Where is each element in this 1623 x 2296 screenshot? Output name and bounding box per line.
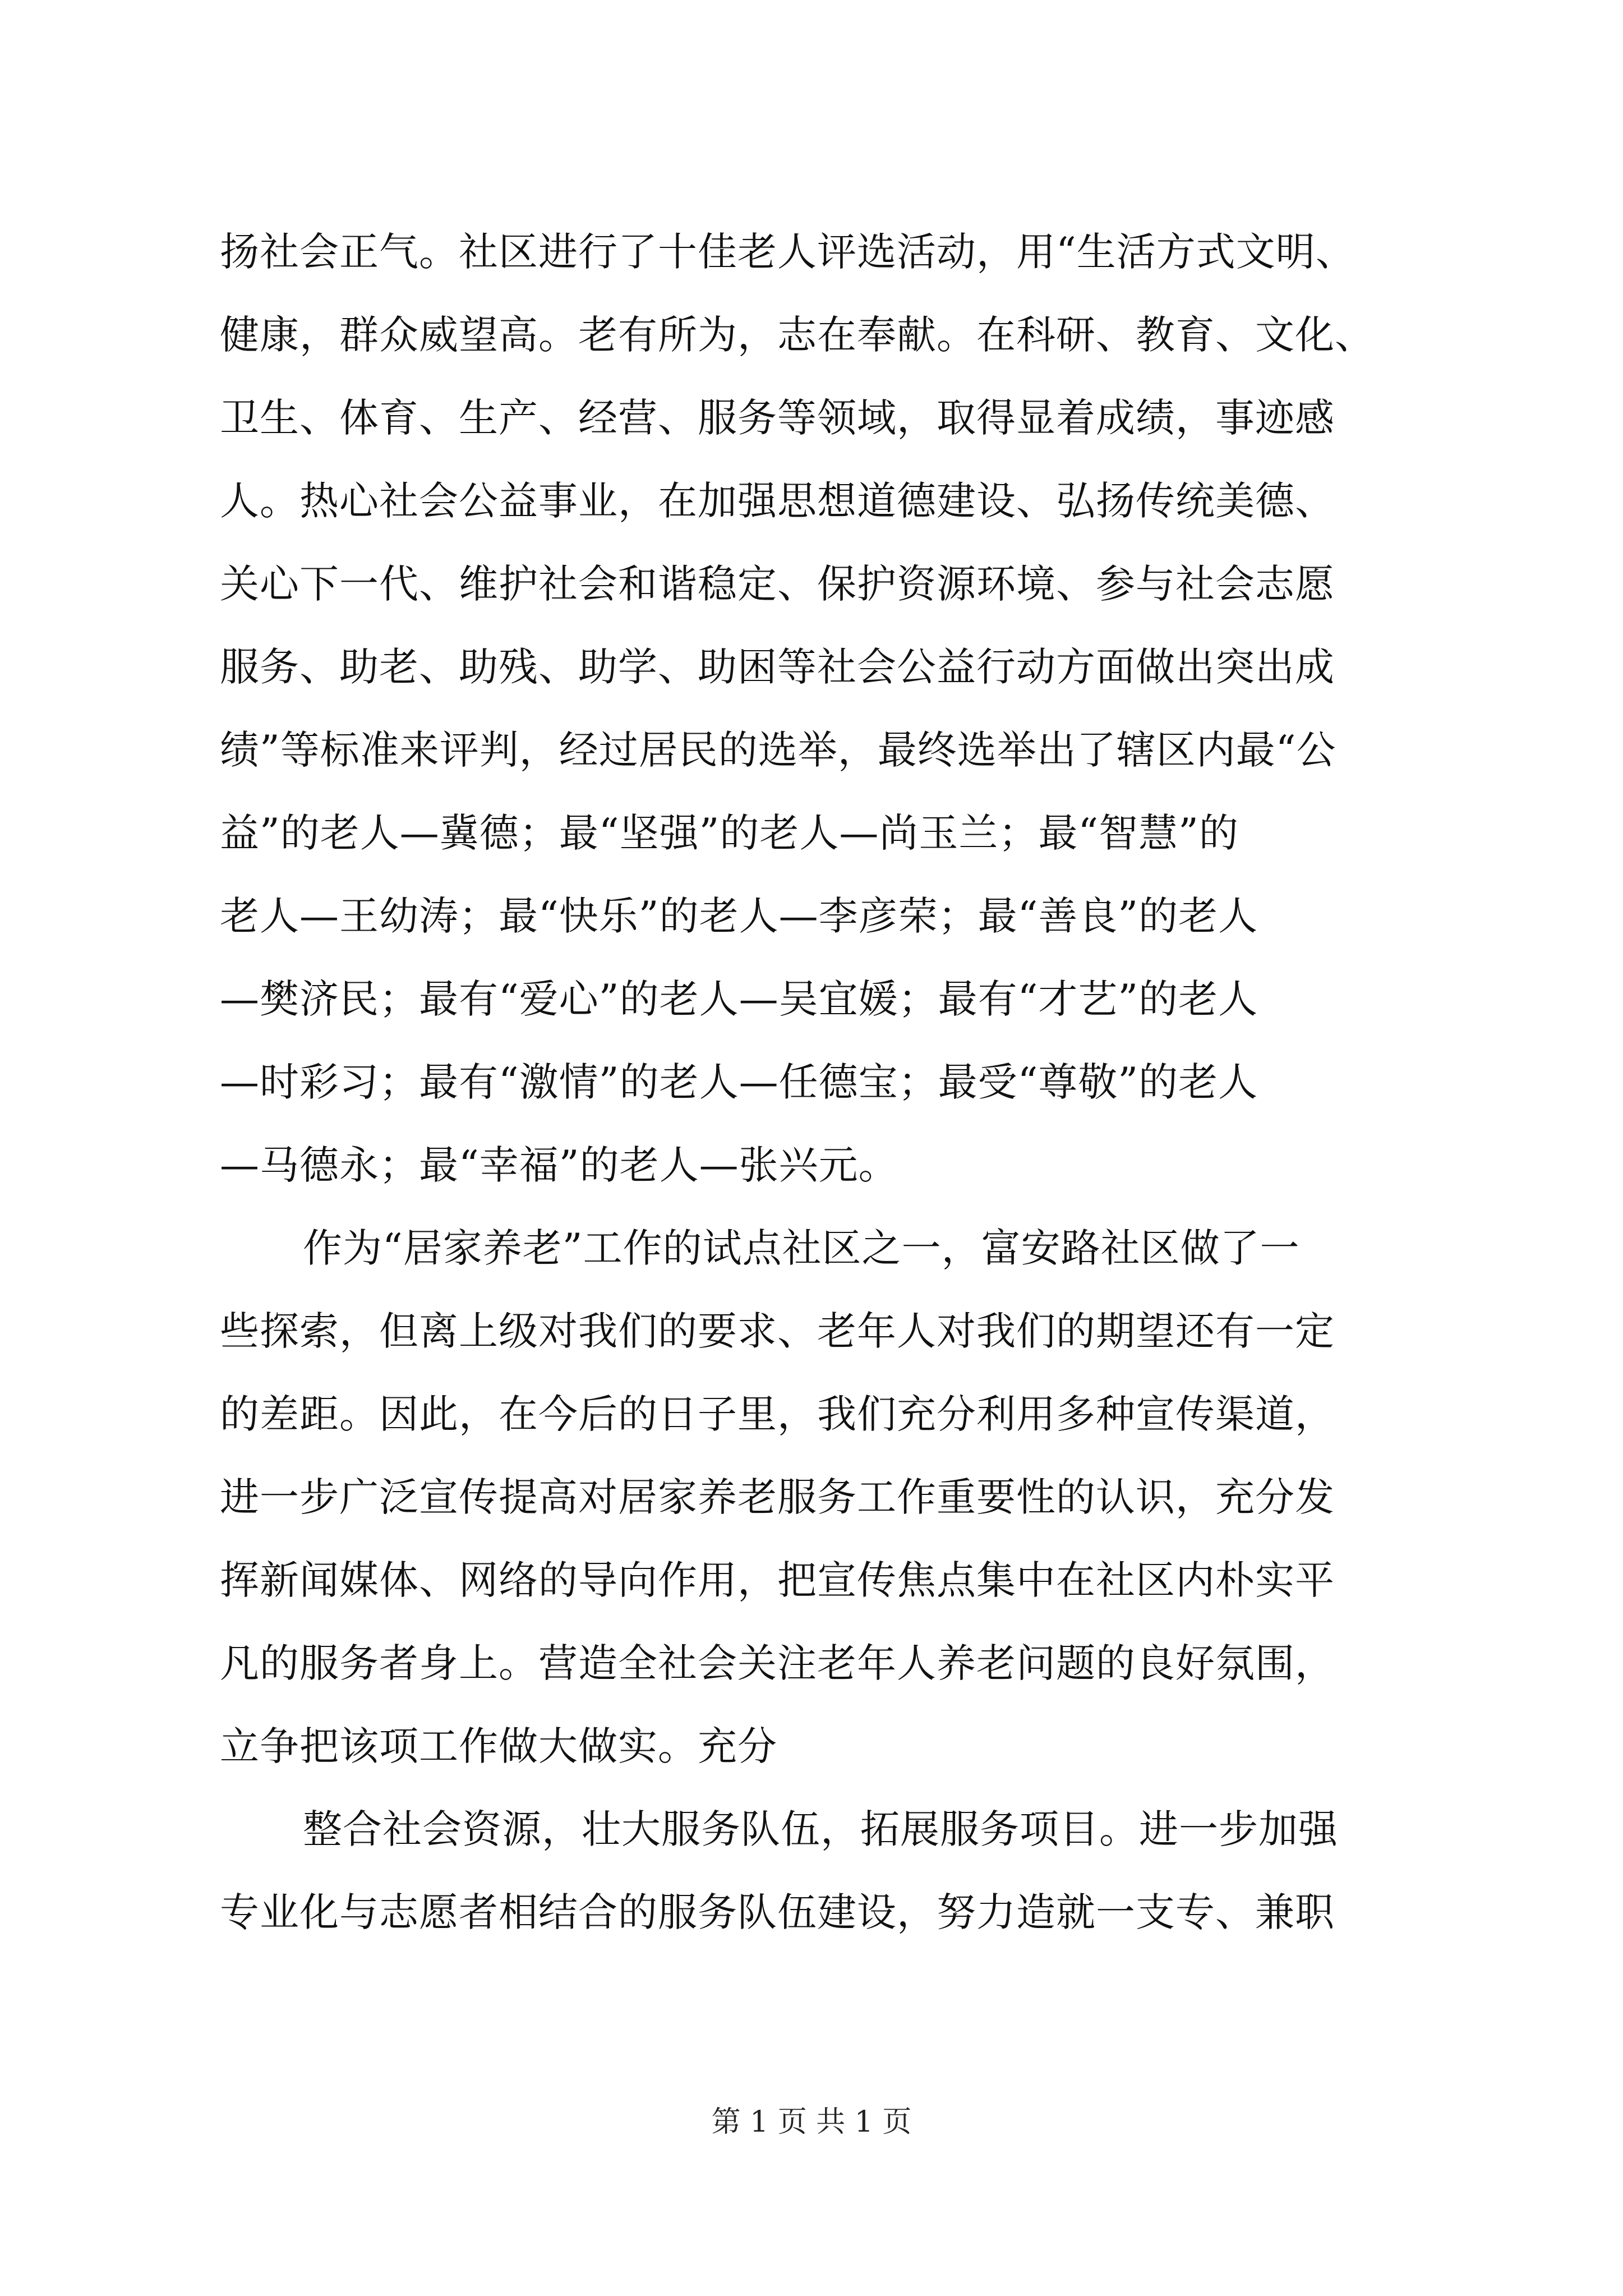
text-line: 益”的老人—冀德；最“坚强”的老人—尚玉兰；最“智慧”的	[220, 810, 1239, 856]
page-footer: 第 1 页 共 1 页	[711, 2105, 912, 2139]
text-line: 的差距。因此，在今后的日子里，我们充分利用多种宣传渠道，	[220, 1391, 1335, 1437]
paragraph-first-line: 作为“居家养老”工作的试点社区之一，富安路社区做了一	[303, 1225, 1300, 1271]
text-line: —马德永；最“幸福”的老人—张兴元。	[220, 1142, 898, 1188]
text-line: 人。热心社会公益事业，在加强思想道德建设、弘扬传统美德、	[220, 478, 1335, 524]
text-line: 老人—王幼涛；最“快乐”的老人—李彦荣；最“善良”的老人	[220, 893, 1258, 939]
text-line: 扬社会正气。社区进行了十佳老人评选活动，用“生活方式文明、	[220, 229, 1355, 275]
text-line: 些探索，但离上级对我们的要求、老年人对我们的期望还有一定	[220, 1308, 1335, 1354]
text-line: 关心下一代、维护社会和谐稳定、保护资源环境、参与社会志愿	[220, 561, 1335, 607]
text-line: 立争把该项工作做大做实。充分	[220, 1723, 777, 1769]
text-line: 绩”等标准来评判，经过居民的选举，最终选举出了辖区内最“公	[220, 727, 1336, 773]
text-line: —时彩习；最有“激情”的老人—任德宝；最受“尊敬”的老人	[220, 1059, 1258, 1105]
text-line: 凡的服务者身上。营造全社会关注老年人养老问题的良好氛围，	[220, 1640, 1335, 1686]
text-line: —樊济民；最有“爱心”的老人—吴宜媛；最有“才艺”的老人	[220, 976, 1258, 1022]
text-line: 挥新闻媒体、网络的导向作用，把宣传焦点集中在社区内朴实平	[220, 1557, 1335, 1603]
text-line: 服务、助老、助残、助学、助困等社会公益行动方面做出突出成	[220, 644, 1335, 690]
text-line: 卫生、体育、生产、经营、服务等领域，取得显着成绩，事迹感	[220, 395, 1335, 441]
text-line: 进一步广泛宣传提高对居家养老服务工作重要性的认识，充分发	[220, 1474, 1335, 1520]
body-text	[220, 210, 1414, 1954]
paragraph-first-line: 整合社会资源，壮大服务队伍，拓展服务项目。进一步加强	[303, 1806, 1338, 1852]
text-line: 健康，群众威望高。老有所为，志在奉献。在科研、教育、文化、	[220, 312, 1375, 358]
text-line: 专业化与志愿者相结合的服务队伍建设，努力造就一支专、兼职	[220, 1889, 1335, 1935]
